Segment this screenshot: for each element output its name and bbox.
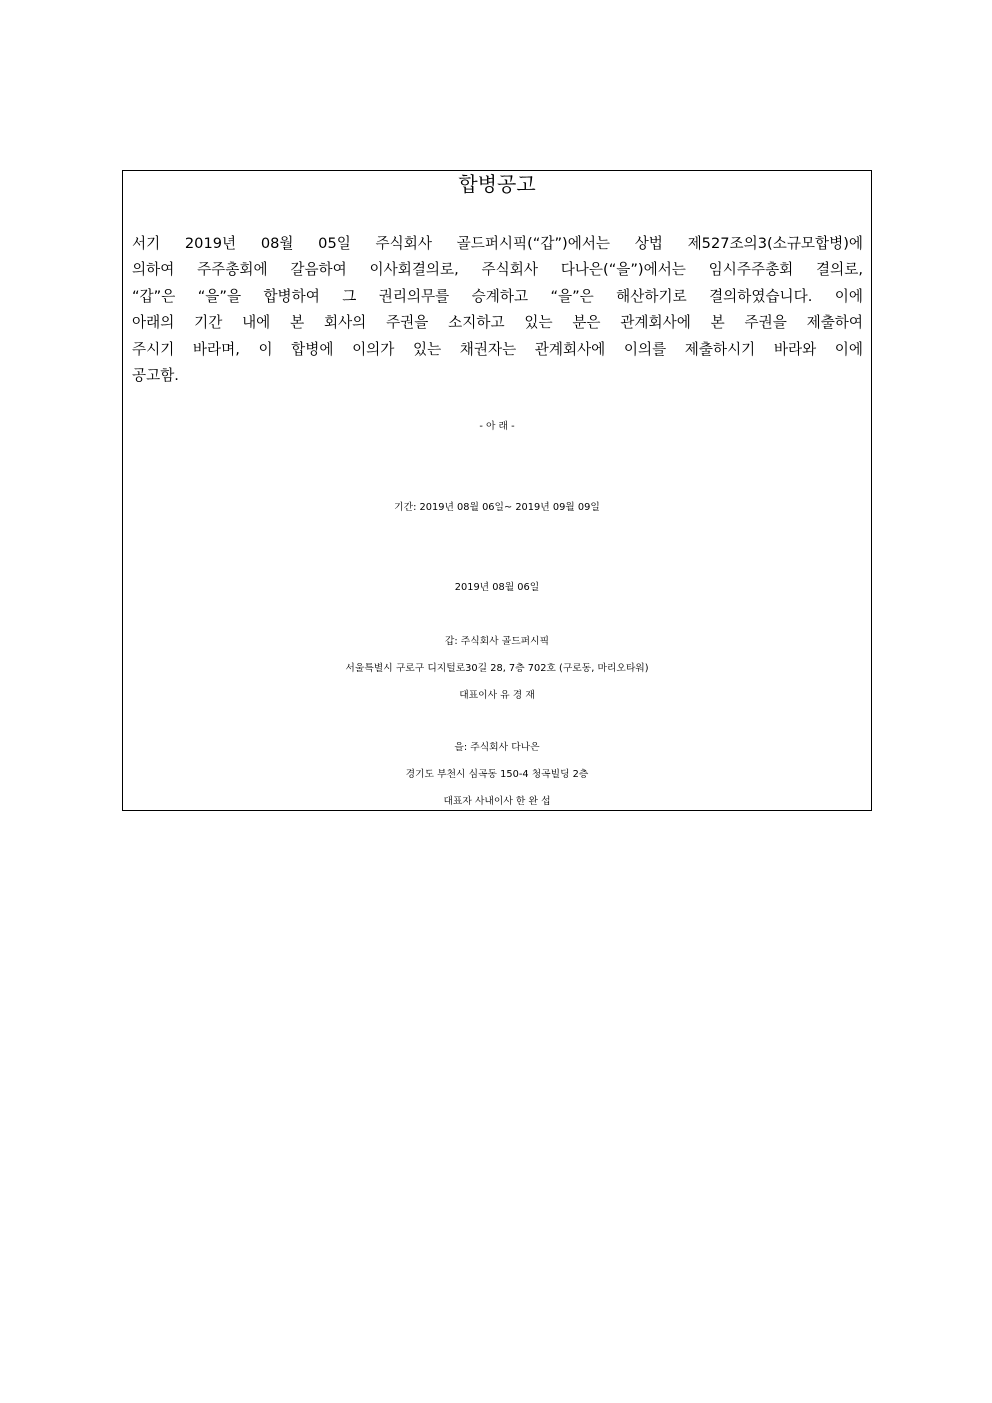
party-b-name: 을: 주식회사 다나은 xyxy=(454,742,540,753)
body-line: 아래의 기간 내에 본 회사의 주권을 소지하고 있는 분은 관계회사에 본 주권을 제출하여 xyxy=(132,314,863,332)
notice-body xyxy=(132,231,863,389)
party-b-address: 경기도 부천시 심곡동 150-4 청곡빌딩 2층 xyxy=(405,769,589,780)
period-line: 기간: 2019년 08월 06일~ 2019년 09월 09일 xyxy=(394,502,600,513)
party-a-address: 서울특별시 구로구 디지털로30길 28, 7층 702호 (구로동, 마리오타워) xyxy=(345,663,649,674)
body-line: “갑”은 “을”을 합병하여 그 권리의무를 승계하고 “을”은 해산하기로 결의하였습니다. 이에 xyxy=(132,287,863,305)
body-line: 공고함. xyxy=(132,367,179,385)
party-a-name: 갑: 주식회사 골드퍼시픽 xyxy=(444,636,550,647)
merger-notice-box xyxy=(122,170,872,811)
party-a-representative: 대표이사 유 경 재 xyxy=(459,690,535,701)
party-b-representative: 대표자 사내이사 한 완 섭 xyxy=(443,796,551,807)
body-line: 주시기 바라며, 이 합병에 이의가 있는 채권자는 관계회사에 이의를 제출하시기 바라와 이에 xyxy=(132,340,863,358)
notice-title: 합병공고 xyxy=(458,172,536,196)
body-line: 의하여 주주총회에 갈음하여 이사회결의로, 주식회사 다나은(“을”)에서는 임시주주총회 결의로, xyxy=(132,261,863,279)
body-line: 서기 2019년 08월 05일 주식회사 골드퍼시픽(“갑”)에서는 상법 제527조의3(소규모합병)에 xyxy=(132,235,863,252)
section-heading: - 아 래 - xyxy=(479,421,515,432)
notice-date: 2019년 08월 06일 xyxy=(454,582,540,593)
